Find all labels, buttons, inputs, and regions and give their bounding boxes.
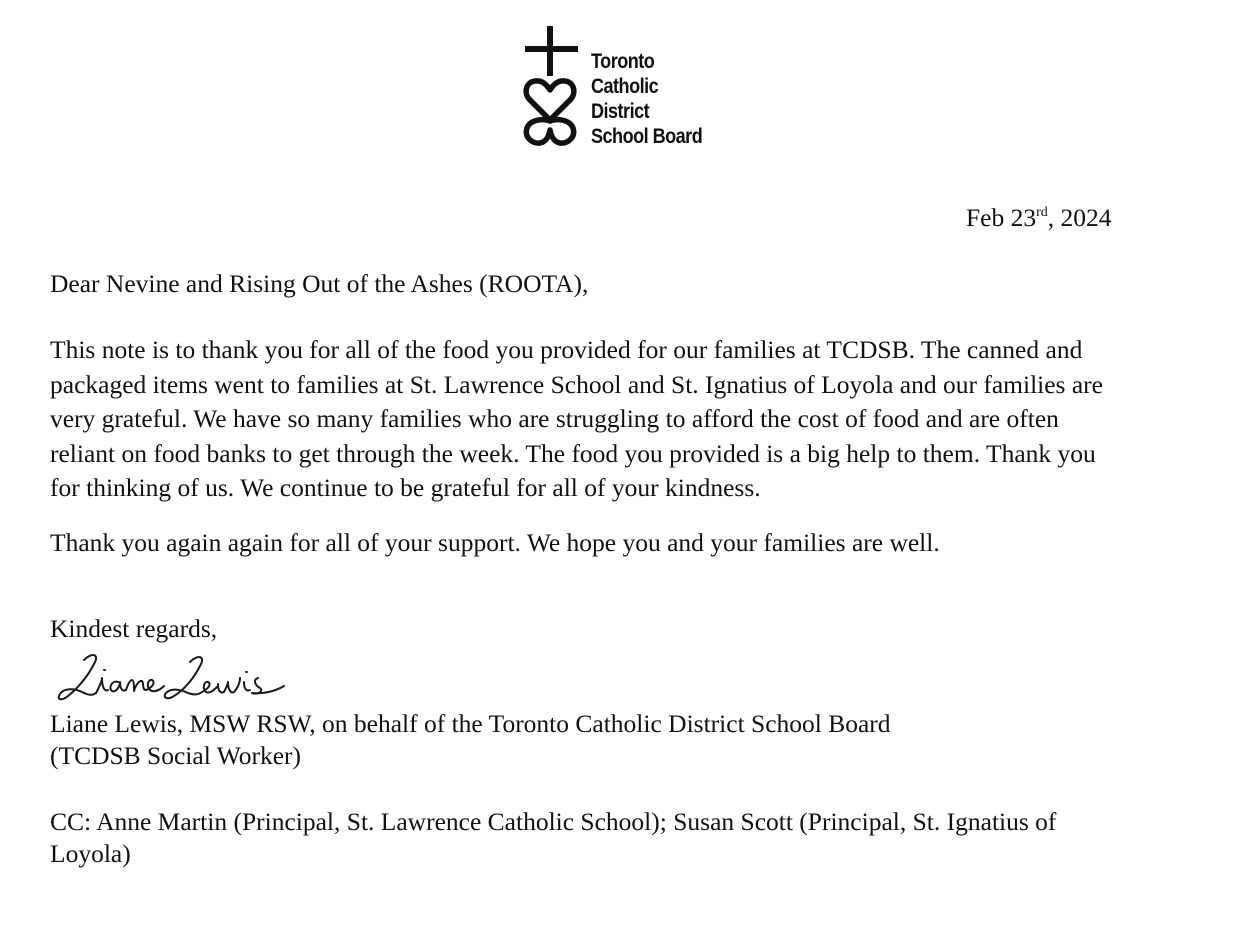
body-paragraph xyxy=(50,333,1220,506)
signer-block xyxy=(50,708,891,772)
paragraph-line: reliant on food banks to get through the week. The food you provided is a big help to them. Thank you xyxy=(50,438,1096,468)
signer-name-line: Liane Lewis, MSW RSW, on behalf of the Toronto Catholic District School Board xyxy=(50,709,891,738)
letter-date xyxy=(966,201,1112,241)
closing: Kindest regards, xyxy=(50,614,218,643)
logo-line: District xyxy=(591,100,650,123)
tcdsb-logo xyxy=(522,24,722,148)
paragraph-line: for thinking of us. We continue to be grateful for all of your kindness. xyxy=(50,473,761,502)
logo-wordmark xyxy=(591,49,702,149)
salutation: Dear Nevine and Rising Out of the Ashes (ROOTA), xyxy=(50,269,589,298)
date-ordinal: rd xyxy=(1036,205,1048,220)
thanks-paragraph: Thank you again again for all of your support. We hope you and your families are well. xyxy=(50,528,940,557)
signer-title-line: (TCDSB Social Worker) xyxy=(50,741,302,770)
logo-line: Catholic xyxy=(591,75,659,98)
logo-line: Toronto xyxy=(591,50,655,73)
paragraph-line: This note is to thank you for all of the food you provided for our families at TCDSB. The canned and xyxy=(50,335,1083,364)
cc-line: Loyola) xyxy=(50,839,131,868)
date-year: , 2024 xyxy=(1047,203,1112,232)
paragraph-line: packaged items went to families at St. Lawrence School and St. Ignatius of Loyola and our families are xyxy=(50,369,1103,399)
logo-line: School Board xyxy=(591,125,703,148)
cross-heart-icon xyxy=(522,24,592,148)
date-month-day: Feb 23 xyxy=(966,203,1037,232)
cc-block xyxy=(50,806,1056,870)
paragraph-line: very grateful. We have so many families who are struggling to afford the cost of food and are often xyxy=(50,404,1059,433)
cc-line: CC: Anne Martin (Principal, St. Lawrence Catholic School); Susan Scott (Principal, St. Ignatius of xyxy=(50,807,1057,836)
handwritten-signature xyxy=(52,648,297,706)
